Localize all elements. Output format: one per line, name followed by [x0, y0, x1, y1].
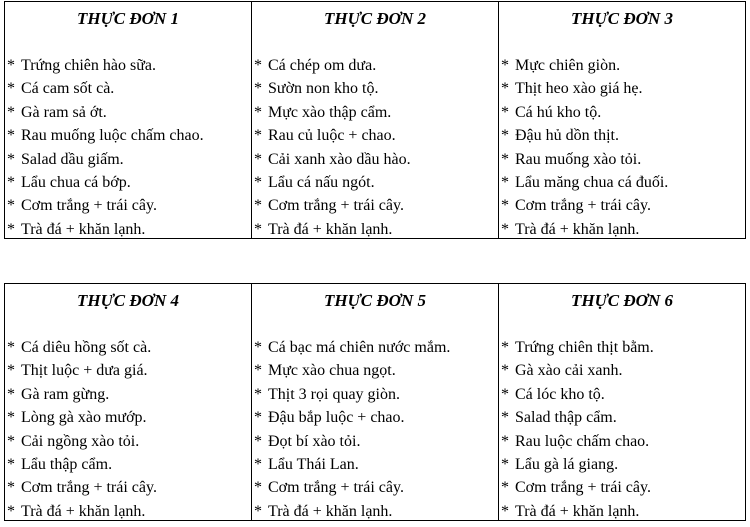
bullet-marker: *	[7, 197, 15, 215]
menu-item-text: Trà đá + khăn lạnh.	[515, 220, 640, 238]
bullet-marker: *	[7, 502, 15, 520]
menu-item	[254, 77, 498, 100]
menu-item-text: Cá diêu hồng sốt cà.	[21, 339, 152, 356]
menu-item	[501, 359, 745, 382]
menu-item-text: Lòng gà xào mướp.	[21, 409, 147, 427]
bullet-marker: *	[254, 385, 262, 403]
menu-item-text: Mực chiên giòn.	[515, 57, 621, 74]
menu-item	[501, 194, 745, 217]
menu-item-text: Trà đá + khăn lạnh.	[515, 502, 640, 520]
menu-item	[254, 171, 498, 194]
menu-title: THỰC ĐƠN 4	[77, 291, 179, 310]
bullet-marker: *	[7, 220, 15, 238]
bullet-marker: *	[501, 339, 509, 356]
menu-title: THỰC ĐƠN 5	[324, 291, 426, 310]
menu-item-text: Cơm trắng + trái cây.	[515, 197, 651, 215]
menu-item	[501, 336, 745, 359]
menu-item-text: Lẩu chua cá bớp.	[21, 174, 131, 192]
menu-item-text: Cơm trắng + trái cây.	[268, 197, 404, 215]
menu-item	[7, 430, 251, 453]
menu-title: THỰC ĐƠN 1	[77, 9, 179, 28]
bullet-marker: *	[254, 479, 262, 497]
menu-items	[252, 336, 498, 523]
menu-item	[501, 54, 745, 77]
menu-item	[7, 359, 251, 382]
menu-title: THỰC ĐƠN 3	[571, 9, 673, 28]
menu-item	[7, 383, 251, 406]
menu-item-text: Lẩu măng chua cá đuối.	[515, 174, 669, 192]
menu-item-text: Cải xanh xào dầu hào.	[268, 150, 411, 168]
menu-items	[499, 336, 745, 523]
menu-item	[254, 476, 498, 499]
bullet-marker: *	[501, 409, 509, 427]
menu-item	[7, 406, 251, 429]
menu-item-text: Gà ram sả ớt.	[21, 103, 107, 121]
menu-title: THỰC ĐƠN 6	[571, 291, 673, 310]
menu-card-3	[499, 2, 746, 239]
menu-item-text: Sườn non kho tộ.	[268, 80, 379, 98]
menu-item-text: Cơm trắng + trái cây.	[21, 479, 157, 497]
menu-item	[7, 336, 251, 359]
menu-item	[7, 218, 251, 241]
bullet-marker: *	[501, 502, 509, 520]
menu-item-text: Thịt heo xào giá hẹ.	[515, 80, 643, 98]
menu-item	[7, 194, 251, 217]
menu-card-1	[5, 2, 252, 239]
menu-item-text: Trà đá + khăn lạnh.	[21, 220, 146, 238]
bullet-marker: *	[501, 432, 509, 450]
menu-item	[254, 218, 498, 241]
menu-item	[7, 500, 251, 523]
bullet-marker: *	[254, 409, 262, 427]
bullet-marker: *	[7, 432, 15, 450]
menu-item	[254, 406, 498, 429]
menu-item-text: Salad thập cẩm.	[515, 409, 617, 427]
menu-item	[254, 148, 498, 171]
menu-item	[7, 453, 251, 476]
menu-item-text: Cơm trắng + trái cây.	[268, 479, 404, 497]
menu-item-text: Gà xào cải xanh.	[515, 362, 623, 380]
menu-item	[501, 430, 745, 453]
bullet-marker: *	[501, 220, 509, 238]
menu-item-text: Rau muống luộc chấm chao.	[21, 127, 204, 145]
bullet-marker: *	[7, 479, 15, 497]
bullet-marker: *	[501, 80, 509, 98]
menu-item	[501, 383, 745, 406]
menu-item-text: Cá lóc kho tộ.	[515, 385, 605, 403]
menu-item-text: Cá cam sốt cà.	[21, 80, 115, 98]
menu-item-text: Cá hú kho tộ.	[515, 103, 602, 121]
menu-item	[254, 101, 498, 124]
menu-item-text: Cá chép om dưa.	[268, 57, 377, 74]
bullet-marker: *	[501, 150, 509, 168]
menu-item	[254, 359, 498, 382]
menu-item-text: Mực xào chua ngọt.	[268, 362, 396, 380]
bullet-marker: *	[7, 80, 15, 98]
menu-item-text: Thịt luộc + dưa giá.	[21, 362, 148, 380]
menu-item-text: Trà đá + khăn lạnh.	[268, 220, 393, 238]
bullet-marker: *	[7, 385, 15, 403]
bullet-marker: *	[254, 174, 262, 192]
bullet-marker: *	[7, 127, 15, 145]
menu-item-text: Trà đá + khăn lạnh.	[268, 502, 393, 520]
menu-item-text: Mực xào thập cẩm.	[268, 103, 392, 121]
menu-item	[501, 124, 745, 147]
menu-title: THỰC ĐƠN 2	[324, 9, 426, 28]
bullet-marker: *	[254, 197, 262, 215]
menu-item	[254, 336, 498, 359]
menu-item-text: Đọt bí xào tỏi.	[268, 432, 361, 450]
menu-item	[7, 476, 251, 499]
menu-item-text: Cải ngồng xào tỏi.	[21, 432, 140, 450]
menu-item-text: Đậu bắp luộc + chao.	[268, 409, 405, 427]
menu-item	[7, 54, 251, 77]
menu-item	[501, 500, 745, 523]
menu-items	[499, 54, 745, 241]
menu-item-text: Cơm trắng + trái cây.	[515, 479, 651, 497]
bullet-marker: *	[501, 479, 509, 497]
menu-item	[7, 171, 251, 194]
menu-item	[501, 101, 745, 124]
menu-item-text: Lẩu gà lá giang.	[515, 456, 619, 474]
bullet-marker: *	[501, 174, 509, 192]
menu-table-top	[4, 1, 746, 239]
menu-items	[5, 336, 251, 523]
menu-item-text: Đậu hủ dồn thịt.	[515, 127, 619, 145]
bullet-marker: *	[501, 57, 509, 74]
menu-item-text: Lẩu thập cẩm.	[21, 456, 113, 474]
menu-item	[7, 148, 251, 171]
bullet-marker: *	[7, 150, 15, 168]
menu-item	[254, 194, 498, 217]
bullet-marker: *	[501, 127, 509, 145]
bullet-marker: *	[254, 220, 262, 238]
menu-item	[501, 171, 745, 194]
menu-item	[501, 453, 745, 476]
bullet-marker: *	[501, 197, 509, 215]
menu-items	[5, 54, 251, 241]
bullet-marker: *	[501, 456, 509, 474]
menu-item	[254, 430, 498, 453]
menu-item	[501, 406, 745, 429]
bullet-marker: *	[7, 174, 15, 192]
menu-item-text: Trứng chiên hào sữa.	[21, 57, 156, 74]
menu-item-text: Trứng chiên thịt bằm.	[515, 339, 654, 356]
menu-item-text: Cơm trắng + trái cây.	[21, 197, 157, 215]
menu-item-text: Rau muống xào tỏi.	[515, 150, 642, 168]
bullet-marker: *	[254, 127, 262, 145]
menu-item	[7, 124, 251, 147]
menu-item-text: Cá bạc má chiên nước mắm.	[268, 339, 451, 356]
bullet-marker: *	[7, 409, 15, 427]
bullet-marker: *	[254, 432, 262, 450]
menu-item	[254, 383, 498, 406]
bullet-marker: *	[7, 362, 15, 380]
bullet-marker: *	[501, 385, 509, 403]
menu-item	[254, 54, 498, 77]
bullet-marker: *	[254, 339, 262, 356]
bullet-marker: *	[501, 362, 509, 380]
menu-item-text: Gà ram gừng.	[21, 385, 110, 403]
menu-item-text: Rau luộc chấm chao.	[515, 432, 650, 450]
bullet-marker: *	[254, 103, 262, 121]
menu-card-4	[5, 284, 252, 521]
menu-item	[501, 476, 745, 499]
menu-item-text: Trà đá + khăn lạnh.	[21, 502, 146, 520]
bullet-marker: *	[7, 456, 15, 474]
menu-card-2	[252, 2, 499, 239]
bullet-marker: *	[7, 103, 15, 121]
bullet-marker: *	[254, 80, 262, 98]
bullet-marker: *	[254, 456, 262, 474]
menu-item-text: Rau củ luộc + chao.	[268, 127, 396, 145]
menu-item	[254, 453, 498, 476]
menu-card-6	[499, 284, 746, 521]
menu-item-text: Lẩu Thái Lan.	[268, 456, 359, 474]
menu-item	[7, 77, 251, 100]
bullet-marker: *	[254, 502, 262, 520]
bullet-marker: *	[254, 362, 262, 380]
bullet-marker: *	[254, 57, 262, 74]
menu-items	[252, 54, 498, 241]
menu-item	[254, 124, 498, 147]
bullet-marker: *	[254, 150, 262, 168]
bullet-marker: *	[501, 103, 509, 121]
menu-table-bottom	[4, 283, 746, 521]
menu-item	[501, 77, 745, 100]
bullet-marker: *	[7, 57, 15, 74]
menu-item	[501, 218, 745, 241]
menu-card-5	[252, 284, 499, 521]
menu-item-text: Lẩu cá nấu ngót.	[268, 174, 375, 192]
bullet-marker: *	[7, 339, 15, 356]
menu-item	[254, 500, 498, 523]
menu-item-text: Salad dầu giấm.	[21, 150, 124, 168]
menu-item	[501, 148, 745, 171]
menu-item-text: Thịt 3 rọi quay giòn.	[268, 385, 400, 403]
menu-item	[7, 101, 251, 124]
